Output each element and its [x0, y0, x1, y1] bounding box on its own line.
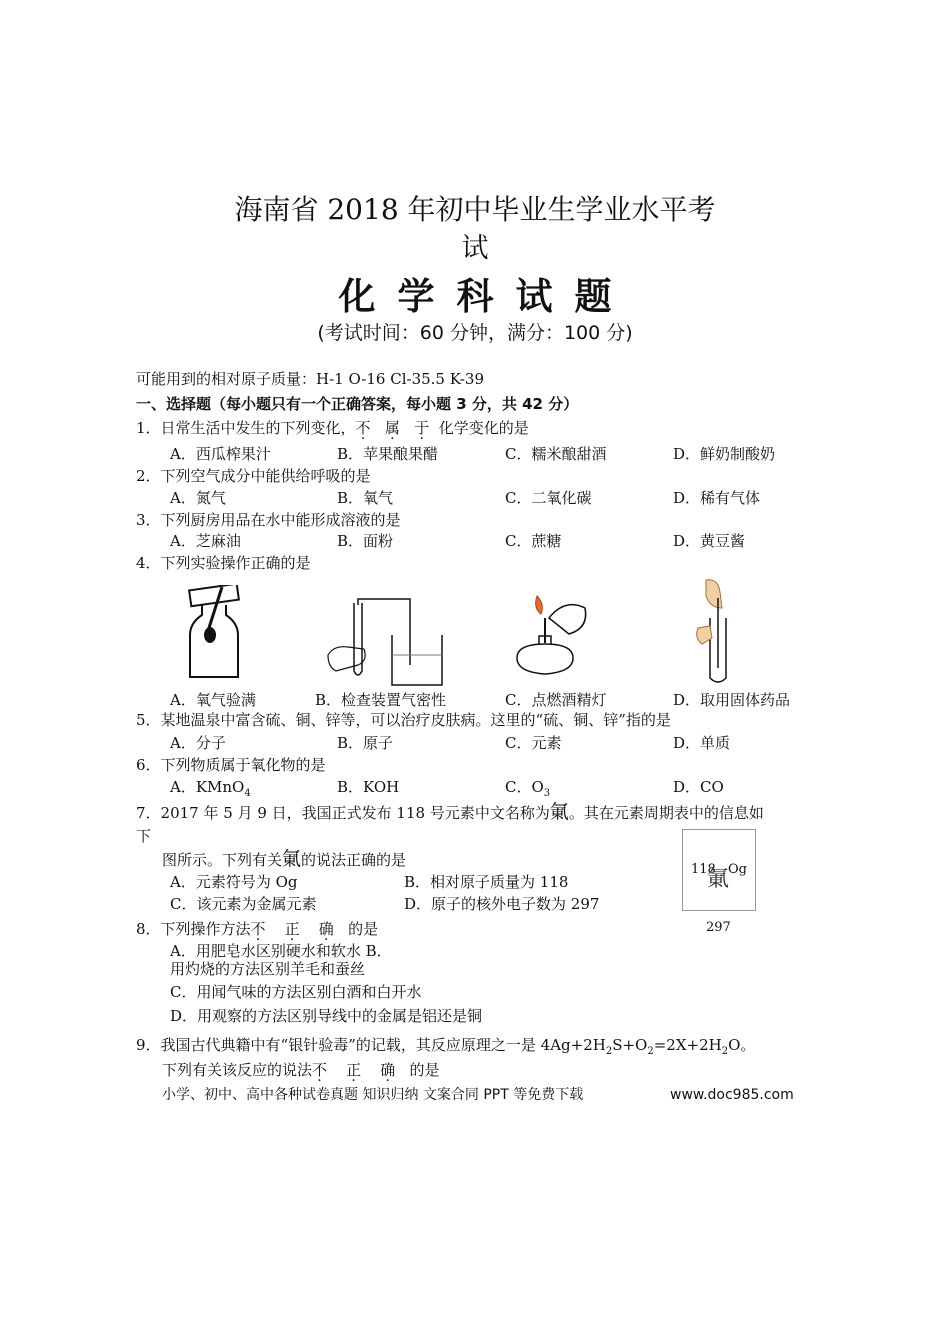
- q1-option-c: C．糯米酿甜酒: [505, 445, 607, 463]
- q8-stem-b: 的是: [348, 920, 379, 938]
- q8-emphasis-1: 不: [250, 920, 266, 938]
- time-info: (考试时间：60 分钟，满分：100 分): [317, 322, 633, 344]
- figure-airtightness-check: [322, 595, 452, 690]
- q6-option-a: [170, 777, 251, 804]
- q8-emphasis-3: 确: [318, 920, 334, 938]
- q9-sub-2: 2: [647, 1046, 654, 1057]
- element-name-char: 氭: [707, 867, 730, 892]
- q1-emphasis-3: 于: [414, 419, 430, 437]
- q6-option-a-text: A．KMnO: [170, 778, 245, 796]
- q7-stem-d1: 图所示。下列有关: [162, 851, 283, 869]
- exam-title-line2: 试: [461, 233, 489, 264]
- figure-oxygen-test: [180, 585, 250, 685]
- question-2-stem: 2．下列空气成分中能供给呼吸的是: [136, 467, 371, 485]
- q1-stem-a: 1．日常生活中发生的下列变化，: [136, 419, 356, 437]
- q1-emphasis-1: 不: [355, 419, 371, 437]
- q6-option-a-sub: 4: [244, 788, 251, 799]
- footer-text: 小学、初中、高中各种试卷真题 知识归纳 文案合同 PPT 等免费下载: [162, 1087, 584, 1103]
- question-9-stem: [136, 1035, 755, 1062]
- q7-element-char: 氭: [549, 801, 569, 823]
- figure-solid-reagent: [688, 578, 748, 690]
- q4-option-d: D．取用固体药品: [673, 691, 791, 709]
- question-8-stem: [136, 919, 378, 939]
- q7-option-c: C．该元素为金属元素: [170, 895, 317, 913]
- q6-option-c: [505, 777, 550, 804]
- q7-option-d: D．原子的核外电子数为 297: [404, 895, 600, 913]
- question-7-stem: [136, 802, 764, 823]
- q6-option-c-text: C．O: [505, 778, 544, 796]
- q3-option-d: D．黄豆酱: [673, 532, 746, 550]
- question-3-stem: 3．下列厨房用品在水中能形成溶液的是: [136, 511, 401, 529]
- question-6-stem: 6．下列物质属于氧化物的是: [136, 756, 326, 774]
- q7-stem-a: 7．2017 年 5 月 9 日，我国正式发布 118 号元素中文名称为: [136, 804, 550, 822]
- question-5-stem: 5．某地温泉中富含硫、铜、锌等，可以治疗皮肤病。这里的“硫、铜、锌”指的是: [136, 711, 671, 729]
- q1-emphasis-2: 属: [384, 419, 400, 437]
- q6-option-b: B．KOH: [337, 778, 400, 796]
- q4-option-a: A．氧气验满: [170, 691, 256, 709]
- q4-option-c: C．点燃酒精灯: [505, 691, 607, 709]
- q7-stem-line2: [162, 849, 406, 870]
- q9-stem2-b: 的是: [409, 1061, 440, 1079]
- q9-eq-1: S+O: [612, 1036, 648, 1054]
- q1-stem-b: 化学变化的是: [438, 419, 529, 437]
- q7-stem-continued: 下: [136, 827, 152, 845]
- q9-stem-line2: [162, 1060, 440, 1080]
- q9-emphasis-3: 确: [380, 1061, 396, 1079]
- q3-option-a: A．芝麻油: [170, 532, 241, 550]
- atomic-masses: 可能用到的相对原子质量：H-1 O-16 Cl-35.5 K-39: [136, 370, 485, 388]
- question-1-stem: [136, 418, 529, 438]
- q9-sub-1: 2: [605, 1046, 613, 1057]
- q8-emphasis-2: 正: [284, 920, 300, 938]
- element-card: [682, 829, 756, 911]
- q9-eq-2: =2X+2H: [653, 1036, 722, 1054]
- q1-option-a: A．西瓜榨果汁: [170, 445, 271, 463]
- element-mass: 297: [706, 920, 731, 935]
- q9-sub-3: 2: [721, 1046, 729, 1057]
- q9-emphasis-2: 正: [346, 1061, 362, 1079]
- q9-emphasis-1: 不: [312, 1061, 328, 1079]
- section-heading: 一、选择题（每小题只有一个正确答案，每小题 3 分，共 42 分）: [136, 395, 579, 413]
- q2-option-a: A．氮气: [170, 489, 226, 507]
- q5-option-a: A．分子: [170, 734, 226, 752]
- q9-stem: 9．我国古代典籍中有“银针验毒”的记载，其反应原理之一是 4Ag+2H: [136, 1036, 606, 1054]
- q2-option-d: D．稀有气体: [673, 489, 761, 507]
- q5-option-c: C．元素: [505, 734, 562, 752]
- element-number: 118: [691, 862, 716, 877]
- q9-eq-3: O。: [728, 1036, 756, 1054]
- q8-stem-a: 8．下列操作方法: [136, 920, 251, 938]
- exam-title-line1: 海南省 2018 年初中毕业生学业水平考: [234, 193, 716, 226]
- q4-option-b: B．检查装置气密性: [315, 691, 447, 709]
- q1-option-d: D．鲜奶制酸奶: [673, 445, 776, 463]
- q1-option-b: B．苹果酿果醋: [337, 445, 439, 463]
- q7-stem-d2: 的说法正确的是: [301, 851, 407, 869]
- figure-alcohol-lamp: [505, 588, 595, 688]
- subject-title: 化学科试题: [338, 275, 634, 318]
- q7-option-b: B．相对原子质量为 118: [404, 873, 569, 891]
- q3-option-b: B．面粉: [337, 532, 394, 550]
- q8-option-c: C．用闻气味的方法区别白酒和白开水: [170, 983, 422, 1001]
- q8-option-a: A．用肥皂水区别硬水和软水 B．: [170, 942, 392, 960]
- q7-option-a: A．元素符号为 Og: [170, 873, 298, 891]
- question-4-stem: 4．下列实验操作正确的是: [136, 554, 311, 572]
- q6-option-c-sub: 3: [543, 788, 551, 799]
- q7-stem-b: 。其在元素周期表中的信息如: [568, 804, 764, 822]
- q3-option-c: C．蔗糖: [505, 532, 562, 550]
- element-symbol: Og: [728, 862, 747, 877]
- q5-option-d: D．单质: [673, 734, 731, 752]
- q8-option-b: 用灼烧的方法区别羊毛和蚕丝: [170, 960, 366, 978]
- q9-stem2-a: 下列有关该反应的说法: [162, 1061, 313, 1079]
- q8-option-d: D．用观察的方法区别导线中的金属是铝还是铜: [170, 1007, 483, 1025]
- q2-option-b: B．氧气: [337, 489, 394, 507]
- q6-option-d: D．CO: [673, 778, 724, 796]
- q2-option-c: C．二氧化碳: [505, 489, 592, 507]
- q7-element-char-2: 氭: [282, 848, 302, 870]
- q5-option-b: B．原子: [337, 734, 394, 752]
- footer-url[interactable]: www.doc985.com: [670, 1087, 794, 1103]
